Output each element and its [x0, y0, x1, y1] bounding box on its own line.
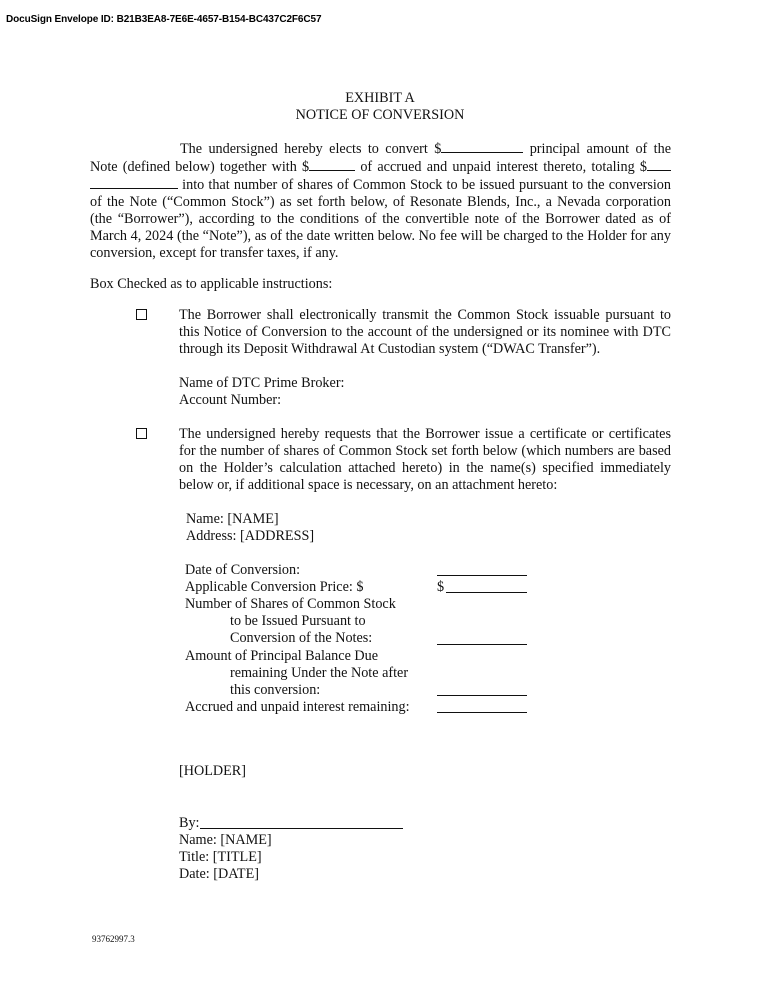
certificate-option-text: The undersigned hereby requests that the Borrower issue a certificate or certificates for the number of shares of Common Stock set forth below (which numbers are based on the Holder’s calculation attached hereto) in the name(s) specified immediately below or, if additional space is necessary, on an attachment hereto: [179, 426, 671, 493]
signature-title: Title: [TITLE] [179, 849, 262, 865]
signature-line[interactable] [200, 828, 403, 829]
date-of-conversion-field[interactable] [437, 575, 527, 576]
principal-label-line1: Amount of Principal Balance Due [185, 648, 379, 664]
total-amount-blank-part2[interactable] [90, 176, 178, 189]
total-amount-blank-part1[interactable] [647, 158, 671, 171]
account-number-label: Account Number: [179, 392, 282, 408]
holder-address-line: Address: [ADDRESS] [186, 528, 315, 544]
signature-by-label: By: [179, 815, 200, 831]
signature-date: Date: [DATE] [179, 866, 259, 882]
certificate-checkbox[interactable] [136, 428, 147, 439]
signature-name: Name: [NAME] [179, 832, 272, 848]
shares-label-line3: Conversion of the Notes: [230, 630, 373, 646]
intro-paragraph: The undersigned hereby elects to convert $ principal amount of the Note (defined below) together with $ of accrued and unpaid interest thereto, totaling $ into that number of shares of Common Stock to be issued pursuant to the conversion of the Note (“Common Stock”) as set forth below, of Resonate Blends, Inc., a Nevada corporation (the “Borrower”), according to the conditions of the convertible note of the Borrower dated as of March 4, 2024 (the “Note”), as of the date written below. No fee will be charged to the Holder for any conversion, except for transfer taxes, if any. [90, 141, 672, 261]
dwac-option-text: The Borrower shall electronically transmit the Common Stock issuable pursuant to this Notice of Conversion to the account of the undersigned or its nominee with DTC through its Deposit Withdrawal At Custodian system (“DWAC Transfer”). [179, 307, 671, 357]
holder-placeholder: [HOLDER] [179, 763, 246, 779]
conversion-price-label: Applicable Conversion Price: $ [185, 579, 364, 595]
accrued-interest-label: Accrued and unpaid interest remaining: [185, 699, 410, 715]
conversion-price-field[interactable] [446, 592, 527, 593]
holder-name-line: Name: [NAME] [186, 511, 279, 527]
dwac-transfer-checkbox[interactable] [136, 309, 147, 320]
shares-label-line1: Number of Shares of Common Stock [185, 596, 396, 612]
date-of-conversion-label: Date of Conversion: [185, 562, 301, 578]
principal-label-line3: this conversion: [230, 682, 321, 698]
exhibit-label: EXHIBIT A [345, 90, 415, 106]
accrued-interest-field[interactable] [437, 712, 527, 713]
box-checked-label: Box Checked as to applicable instructions: [90, 276, 333, 292]
principal-label-line2: remaining Under the Note after [230, 665, 409, 681]
page-title: NOTICE OF CONVERSION [295, 107, 465, 123]
dtc-broker-label: Name of DTC Prime Broker: [179, 375, 345, 391]
principal-amount-blank[interactable] [441, 140, 523, 153]
document-number: 93762997.3 [92, 934, 135, 944]
conversion-price-dollar: $ [437, 579, 445, 595]
shares-label-line2: to be Issued Pursuant to [230, 613, 366, 629]
envelope-id: DocuSign Envelope ID: B21B3EA8-7E6E-4657-B154-BC437C2F6C57 [6, 14, 322, 25]
shares-field[interactable] [437, 644, 527, 645]
interest-amount-blank[interactable] [309, 158, 355, 171]
principal-field[interactable] [437, 695, 527, 696]
